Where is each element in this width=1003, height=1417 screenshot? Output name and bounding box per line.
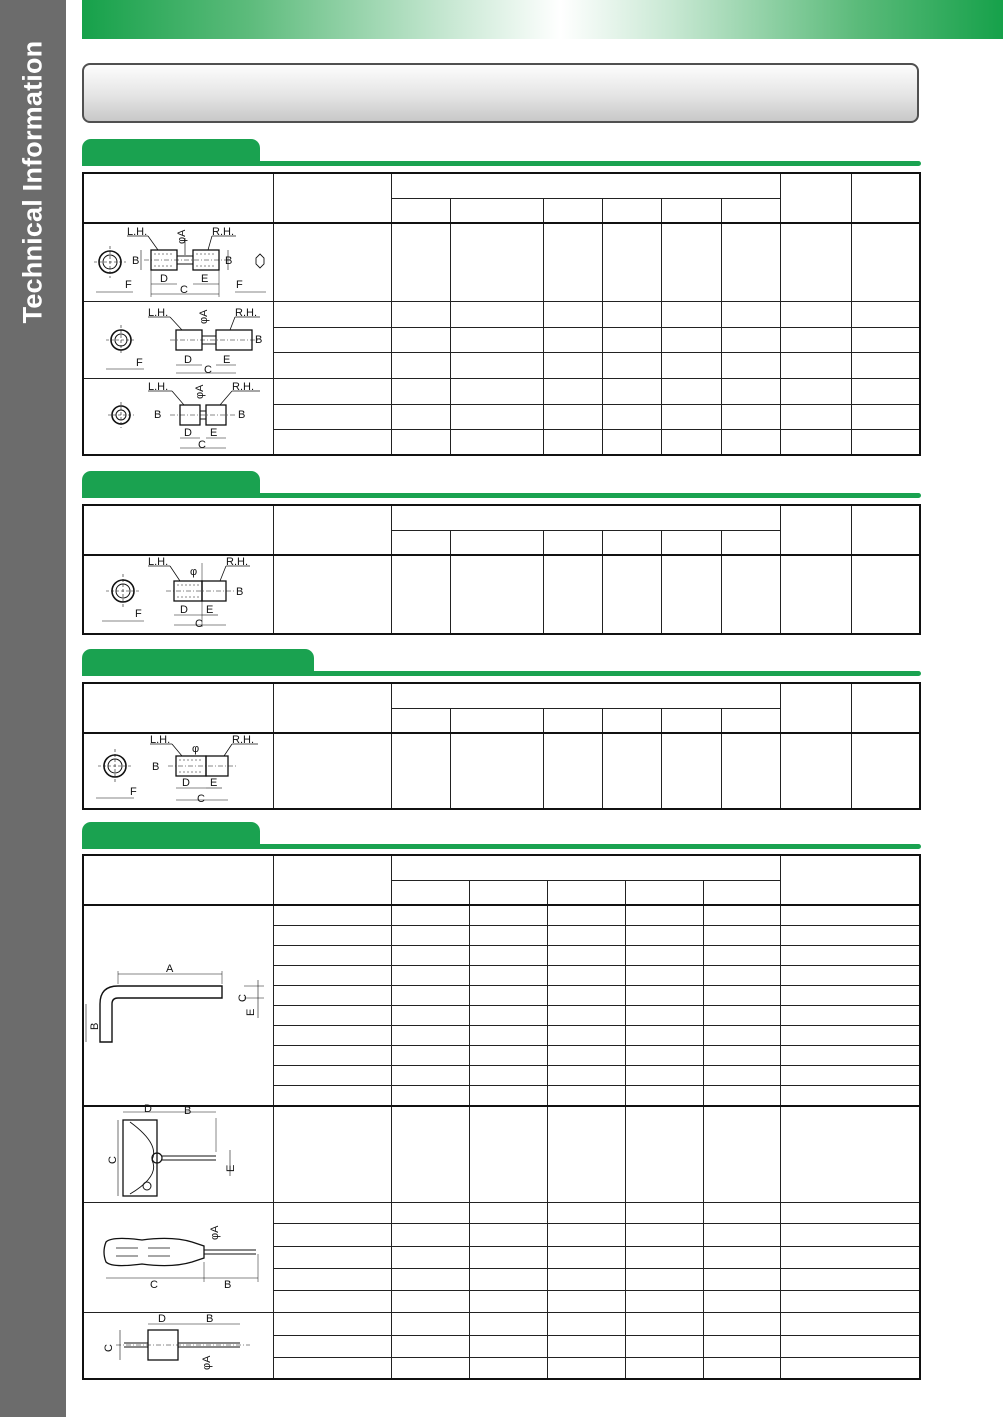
figure-coupling-2 — [100, 303, 268, 378]
label-b: B — [236, 586, 244, 598]
label-e: E — [206, 604, 214, 616]
label-c: C — [180, 284, 188, 296]
label-e: E — [225, 1164, 237, 1172]
sidebar — [0, 0, 66, 1417]
label-b: B — [89, 1022, 101, 1030]
label-lh: L.H. — [148, 307, 169, 319]
figure-coupling-hex — [88, 222, 270, 300]
figure-coupling-3 — [104, 378, 268, 453]
section-1-tab — [82, 139, 260, 163]
label-c: C — [107, 1156, 119, 1164]
label-phi: φ — [192, 743, 200, 755]
label-e: E — [201, 273, 209, 285]
label-b: B — [224, 1279, 232, 1291]
label-b-right: B — [238, 409, 246, 421]
label-c: C — [198, 439, 206, 451]
label-f: F — [135, 608, 142, 620]
label-lh: L.H. — [150, 734, 171, 746]
label-b: B — [255, 334, 263, 346]
label-f: F — [136, 357, 143, 369]
label-b: B — [206, 1313, 214, 1325]
label-phi-a: φA — [209, 1225, 221, 1240]
section-4-tab — [82, 822, 260, 846]
label-b: B — [152, 761, 160, 773]
label-rh: R.H. — [226, 556, 248, 568]
label-c: C — [237, 994, 249, 1002]
label-b-left: B — [154, 409, 162, 421]
section-1-rule — [82, 161, 921, 166]
header-gradient-band — [82, 0, 1003, 39]
page-title-box — [82, 63, 919, 123]
label-d: D — [184, 427, 192, 439]
label-a: A — [166, 963, 174, 975]
label-d: D — [180, 604, 188, 616]
label-d: D — [144, 1104, 152, 1115]
section-3-tab — [82, 649, 314, 673]
label-lh: L.H. — [148, 381, 169, 393]
section-4-rule — [82, 844, 921, 849]
label-d: D — [184, 354, 192, 366]
label-e: E — [245, 1008, 257, 1016]
label-b: B — [184, 1105, 192, 1117]
label-phi-a: φA — [194, 384, 206, 399]
label-b-left: B — [132, 255, 140, 267]
label-d: D — [158, 1313, 166, 1325]
label-rh: R.H. — [235, 307, 257, 319]
label-c: C — [103, 1344, 115, 1352]
label-rh: R.H. — [232, 381, 254, 393]
label-rh: R.H. — [232, 734, 254, 746]
label-c: C — [150, 1279, 158, 1291]
label-f: F — [130, 786, 137, 798]
section-2-rule — [82, 493, 921, 498]
label-c: C — [204, 364, 212, 376]
label-d: D — [182, 777, 190, 789]
label-c: C — [197, 793, 205, 805]
label-phi-a: φA — [176, 229, 188, 244]
figure-coupling-5 — [92, 732, 268, 806]
figure-screwdriver — [92, 1214, 268, 1294]
label-b-right: B — [225, 255, 233, 267]
section-2-tab — [82, 471, 260, 495]
figure-coupling-4 — [98, 553, 270, 633]
label-lh: L.H. — [148, 556, 169, 568]
section-3-rule — [82, 671, 921, 676]
label-phi-a: φA — [198, 309, 210, 324]
label-rh: R.H. — [212, 226, 234, 238]
label-e: E — [210, 427, 218, 439]
label-phi: φ — [190, 566, 198, 578]
figure-t-handle — [100, 1104, 268, 1200]
label-d: D — [160, 273, 168, 285]
label-e: E — [210, 777, 218, 789]
label-f-left: F — [125, 279, 132, 291]
label-f-right: F — [236, 279, 243, 291]
sidebar-title: Technical Information — [17, 40, 48, 324]
label-lh: L.H. — [127, 226, 148, 238]
label-c: C — [195, 618, 203, 630]
label-e: E — [223, 354, 231, 366]
label-phi-a: φA — [201, 1355, 213, 1370]
figure-key-bit — [94, 1312, 268, 1378]
figure-l-wrench — [84, 950, 270, 1050]
